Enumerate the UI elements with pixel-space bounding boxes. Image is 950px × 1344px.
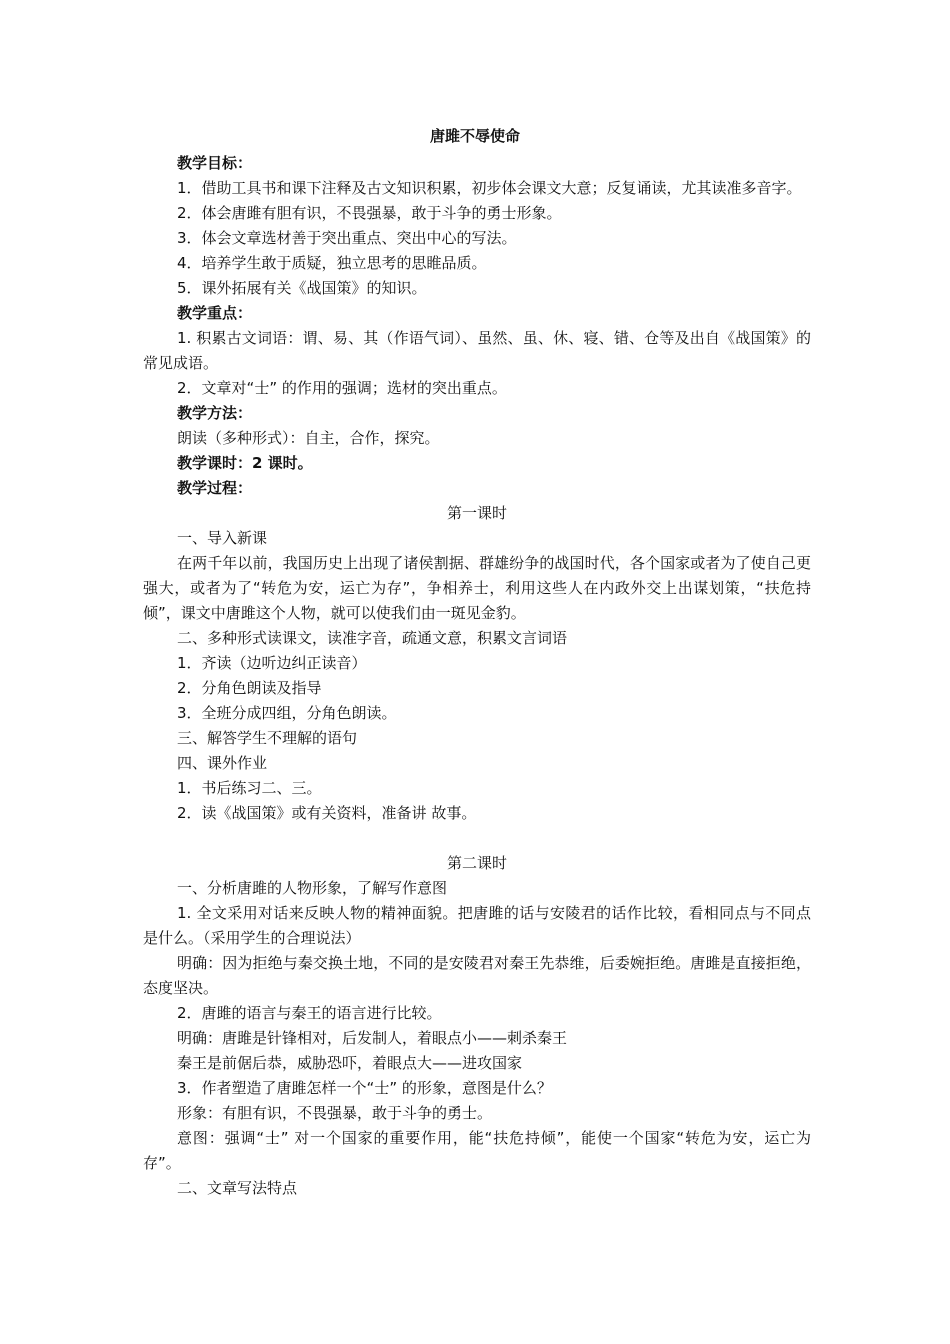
body-paragraph: 意图：强调“士” 对一个国家的重要作用，能“扶危持倾”，能使一个国家“转危为安，运亡为存”。 (143, 1129, 811, 1172)
body-paragraph: 2．唐雎的语言与秦王的语言进行比较。 (177, 1004, 442, 1022)
body-paragraph: 4．培养学生敢于质疑，独立思考的思睢品质。 (177, 254, 487, 272)
section-heading: 教学方法： (177, 404, 253, 422)
body-paragraph: 1．书后练习二、三。 (177, 779, 322, 797)
body-paragraph: 2．体会唐雎有胆有识，不畏强暴，敢于斗争的勇士形象。 (177, 204, 562, 222)
body-paragraph: 3．作者塑造了唐雎怎样一个“士” 的形象，意图是什么？ (177, 1079, 552, 1097)
body-paragraph: 2．读《战国策》或有关资料，准备讲 故事。 (177, 804, 477, 822)
body-paragraph: 2．分角色朗读及指导 (177, 679, 322, 697)
section-heading: 教学过程： (177, 479, 253, 497)
section-heading: 教学课时：2 课时。 (177, 454, 313, 472)
body-paragraph: 3．全班分成四组，分角色朗读。 (177, 704, 397, 722)
lesson-period-heading: 第一课时 (446, 504, 507, 522)
section-heading: 教学重点： (177, 304, 253, 322)
body-paragraph: 5．课外拓展有关《战国策》的知识。 (177, 279, 427, 297)
body-paragraph: 1．借助工具书和课下注释及古文知识积累，初步体会课文大意；反复诵读，尤其读准多音字。 (177, 179, 802, 197)
section-heading: 教学目标： (177, 154, 253, 172)
body-paragraph: 二、多种形式读课文，读准字音，疏通文意，积累文言词语 (177, 629, 568, 647)
body-paragraph: 二、文章写法特点 (177, 1179, 298, 1197)
document-title: 唐雎不辱使命 (429, 127, 520, 145)
lesson-period-heading: 第二课时 (446, 854, 507, 872)
body-paragraph: 朗读（多种形式）：自主，合作，探究。 (177, 429, 440, 447)
body-paragraph: 四、课外作业 (177, 754, 268, 772)
body-paragraph: 1. 积累古文词语：谓、易、其（作语气词）、虽然、虽、休、寝、错、仓等及出自《战国策》的常见成语。 (143, 329, 811, 372)
body-paragraph: 一、分析唐雎的人物形象，了解写作意图 (177, 879, 448, 897)
body-paragraph: 1. 全文采用对话来反映人物的精神面貌。把唐雎的话与安陵君的话作比较，看相同点与不同点是什么。（采用学生的合理说法） (143, 904, 811, 947)
body-paragraph: 2．文章对“士” 的作用的强调；选材的突出重点。 (177, 379, 507, 397)
body-paragraph: 三、解答学生不理解的语句 (177, 729, 358, 747)
body-paragraph: 明确：唐雎是针锋相对，后发制人，着眼点小——刺杀秦王 (177, 1029, 568, 1047)
document-body (143, 151, 811, 1201)
body-paragraph: 一、导入新课 (177, 529, 268, 547)
body-paragraph: 明确：因为拒绝与秦交换土地，不同的是安陵君对秦王先恭维，后委婉拒绝。唐雎是直接拒绝，态度坚决。 (143, 954, 811, 997)
body-paragraph: 3．体会文章选材善于突出重点、突出中心的写法。 (177, 229, 517, 247)
blank-line (143, 826, 811, 851)
body-paragraph: 1．齐读（边听边纠正读音） (177, 654, 367, 672)
body-paragraph: 在两千年以前，我国历史上出现了诸侯割据、群雄纷争的战国时代，各个国家或者为了使自己更强大，或者为了“转危为安，运亡为存”，争相养士，利用这些人在内政外交上出谋划策，“扶危持倾”，课文中唐雎这个人物，就可以使我们由一斑见金豹。 (143, 554, 811, 622)
body-paragraph: 秦王是前倨后恭，威胁恐吓，着眼点大——进攻国家 (177, 1054, 523, 1072)
body-paragraph: 形象：有胆有识，不畏强暴，敢于斗争的勇士。 (177, 1104, 493, 1122)
